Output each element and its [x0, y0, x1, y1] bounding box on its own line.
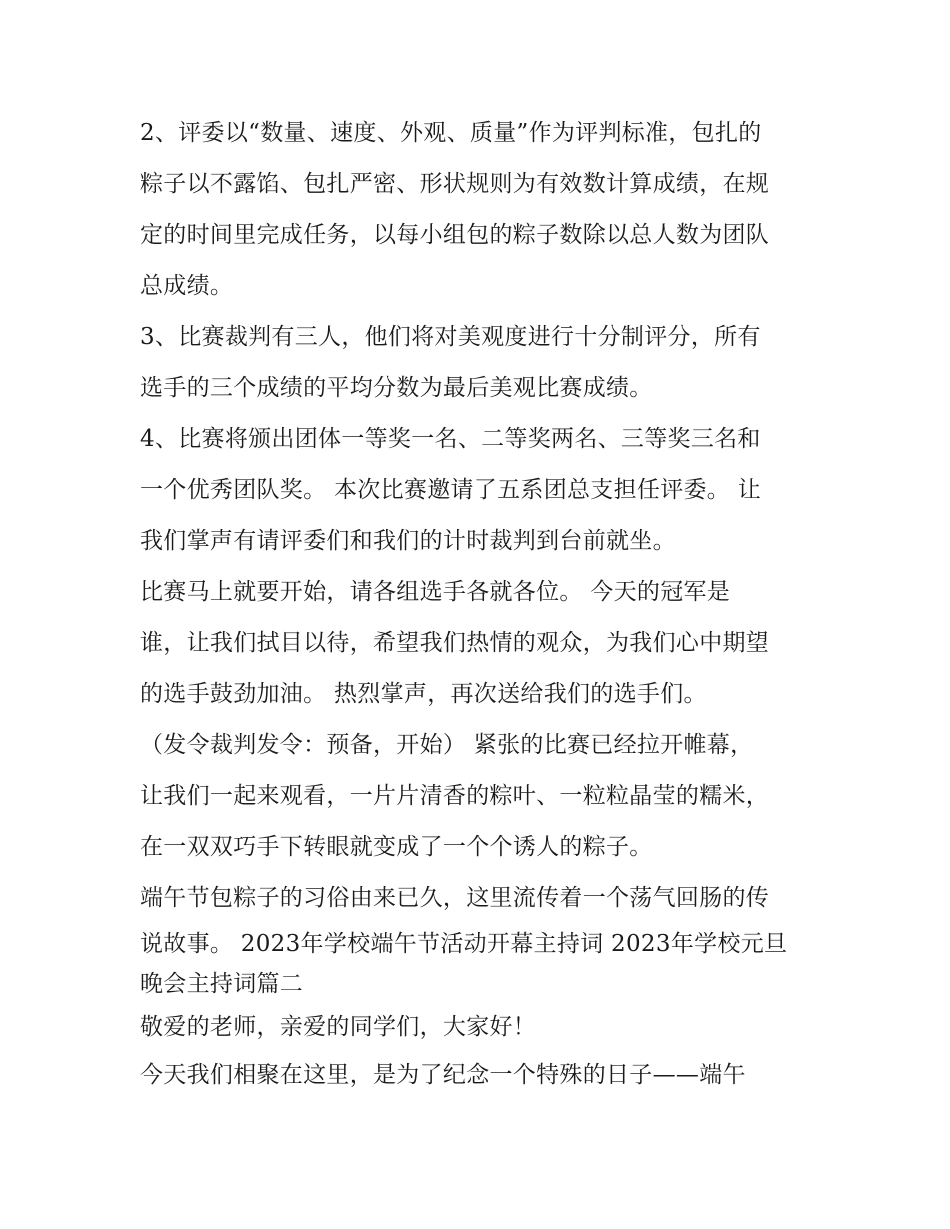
- text-line: 端午节包粽子的习俗由来已久，这里流传着一个荡气回肠的传: [140, 885, 770, 911]
- text-line: 总成绩。: [140, 273, 234, 299]
- text-line: 今天我们相聚在这里，是为了纪念一个特殊的日子——端午: [140, 1062, 746, 1088]
- text-line: 晚会主持词篇二: [140, 971, 304, 997]
- text-line: 定的时间里完成任务，以每小组包的粽子数除以总人数为团队: [140, 222, 770, 248]
- text-line: 的选手鼓劲加油。 热烈掌声，再次送给我们的选手们。: [140, 681, 707, 707]
- text-line: 谁，让我们拭目以待，希望我们热情的观众，为我们心中期望: [140, 630, 770, 656]
- text-line: 让我们一起来观看，一片片清香的粽叶、一粒粒晶莹的糯米，: [140, 783, 770, 809]
- text-line: 说故事。 2023年学校端午节活动开幕主持词 2023年学校元旦: [140, 931, 788, 957]
- text-line: 选手的三个成绩的平均分数为最后美观比赛成绩。: [140, 375, 653, 401]
- text-line: 我们掌声有请评委们和我们的计时裁判到台前就坐。: [140, 528, 676, 554]
- text-line: 粽子以不露馅、包扎严密、形状规则为有效数计算成绩，在规: [140, 171, 770, 197]
- text-line: 一个优秀团队奖。 本次比赛邀请了五系团总支担任评委。 让: [140, 477, 762, 503]
- text-line: 比赛马上就要开始，请各组选手各就各位。 今天的冠军是: [140, 579, 731, 605]
- text-line: （发令裁判发令：预备，开始） 紧张的比赛已经拉开帷幕，: [140, 732, 754, 758]
- text-line: 敬爱的老师，亲爱的同学们，大家好！: [140, 1014, 537, 1040]
- text-line: 在一双双巧手下转眼就变成了一个个诱人的粽子。: [140, 834, 653, 860]
- text-line: 3、比赛裁判有三人，他们将对美观度进行十分制评分，所有: [140, 324, 761, 350]
- text-line: 4、比赛将颁出团体一等奖一名、二等奖两名、三等奖三名和: [140, 426, 761, 452]
- document-body: [140, 108, 830, 1101]
- text-line: 2、评委以“数量、速度、外观、质量”作为评判标准，包扎的: [140, 120, 762, 146]
